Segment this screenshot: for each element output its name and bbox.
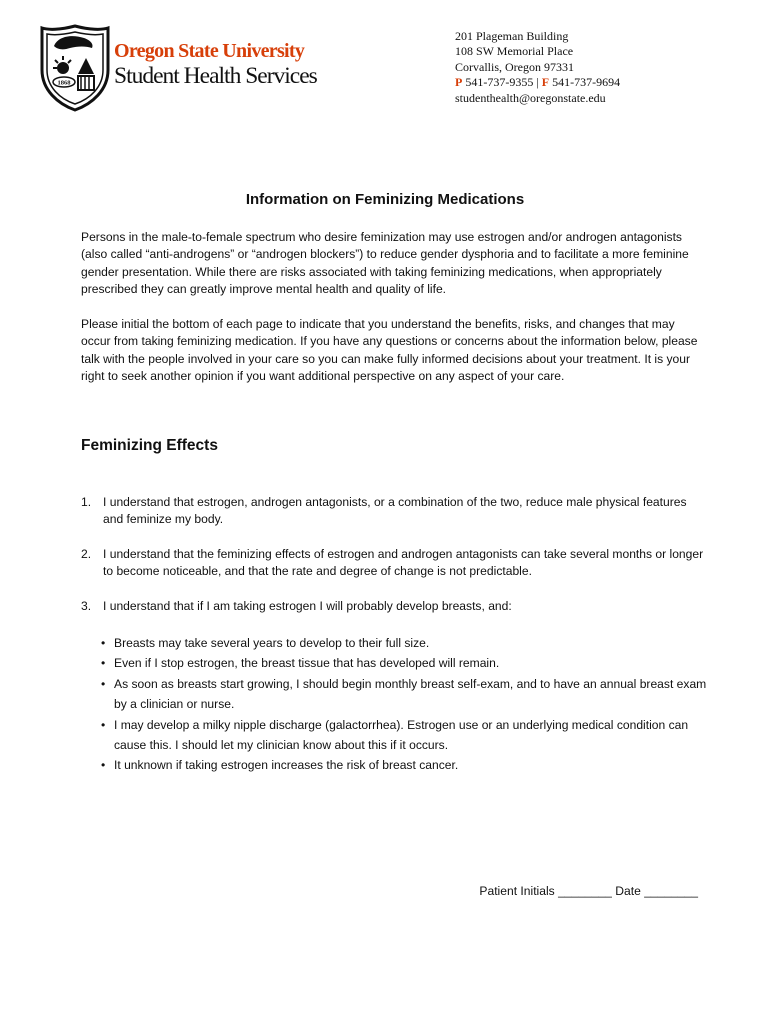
list-item-text: I understand that estrogen, androgen antagonists, or a combination of the two, reduce male physical features and feminize my body. xyxy=(103,495,687,527)
initials-date-footer xyxy=(479,884,698,898)
bullet-item xyxy=(101,653,707,673)
bullet-text: Breasts may take several years to develop to their full size. xyxy=(114,636,430,650)
bullet-glyph: • xyxy=(101,717,106,732)
phone-fax-line xyxy=(455,75,620,90)
bullet-list xyxy=(101,633,707,776)
contact-address xyxy=(455,29,620,106)
bullet-item xyxy=(101,674,707,715)
initials-field[interactable]: ________ xyxy=(558,884,612,898)
list-item-1 xyxy=(81,494,707,529)
bullet-item xyxy=(101,715,707,756)
section-heading: Feminizing Effects xyxy=(81,437,218,454)
initials-label: Patient Initials xyxy=(479,884,555,898)
fax-label: F xyxy=(541,75,550,90)
bullet-glyph: • xyxy=(101,758,106,773)
address-line-1: 201 Plageman Building xyxy=(455,29,569,43)
bullet-item xyxy=(101,755,707,775)
bullet-text: As soon as breasts start growing, I should begin monthly breast self-exam, and to have an annual breast exam by a clinician or nurse. xyxy=(114,676,707,712)
date-label: Date xyxy=(615,884,641,898)
fax-number: 541-737-9694 xyxy=(552,75,621,90)
list-item-text: I understand that if I am taking estrogen I will probably develop breasts, and: xyxy=(103,599,512,613)
address-line-2: 108 SW Memorial Place xyxy=(455,44,574,59)
bullet-text: I may develop a milky nipple discharge (galactorrhea). Estrogen use or an underlying medical condition can cause this. I should let my clinician know about this if it occurs. xyxy=(114,717,689,753)
department-name: Student Health Services xyxy=(114,63,317,89)
bullet-text: It unknown if taking estrogen increases the risk of breast cancer. xyxy=(114,758,459,773)
document-title: Information on Feminizing Medications xyxy=(245,191,525,208)
separator: | xyxy=(536,75,539,90)
list-item-3 xyxy=(81,598,707,615)
list-item-2 xyxy=(81,546,707,581)
bullet-item xyxy=(101,633,707,653)
date-field[interactable]: ________ xyxy=(644,884,698,898)
intro-paragraph-2: Please initial the bottom of each page to indicate that you understand the benefits, risks, and changes that may occur from taking feminizing medication. If you have any questions or concerns about the information below, please talk with the people involved in your care so you can make fully informed decisions about your treatment. It is your right to seek another opinion if you want additional perspective on any aspect of your care. xyxy=(81,317,698,384)
list-item-number: 2. xyxy=(81,547,92,561)
seal-year: 1868 xyxy=(57,79,71,87)
list-item-number: 3. xyxy=(81,599,92,613)
brand-block xyxy=(114,40,317,90)
address-line-3: Corvallis, Oregon 97331 xyxy=(455,59,574,74)
bullet-glyph: • xyxy=(101,676,106,691)
university-name: Oregon State University xyxy=(114,40,305,62)
bullet-glyph: • xyxy=(101,656,106,671)
bullet-text: Even if I stop estrogen, the breast tissue that has developed will remain. xyxy=(114,656,500,671)
bullet-glyph: • xyxy=(101,636,106,650)
list-item-number: 1. xyxy=(81,495,92,509)
phone-label: P xyxy=(455,75,463,90)
list-item-text: I understand that the feminizing effects of estrogen and androgen antagonists can take several months or longer to become noticeable, and that the rate and degree of change is not predictable. xyxy=(103,547,704,579)
osu-seal-logo xyxy=(40,24,110,112)
phone-number: 541-737-9355 xyxy=(465,75,534,90)
intro-paragraph-1: Persons in the male-to-female spectrum who desire feminization may use estrogen and/or androgen antagonists (also called “anti-androgens” or “androgen blockers”) to reduce gender dysphoria and to facilitate a more feminine gender presentation. While there are risks associated with taking feminizing medications, when appropriately prescribed they can greatly improve mental health and quality of life. xyxy=(81,230,689,297)
email-address[interactable]: studenthealth@oregonstate.edu xyxy=(455,90,606,105)
